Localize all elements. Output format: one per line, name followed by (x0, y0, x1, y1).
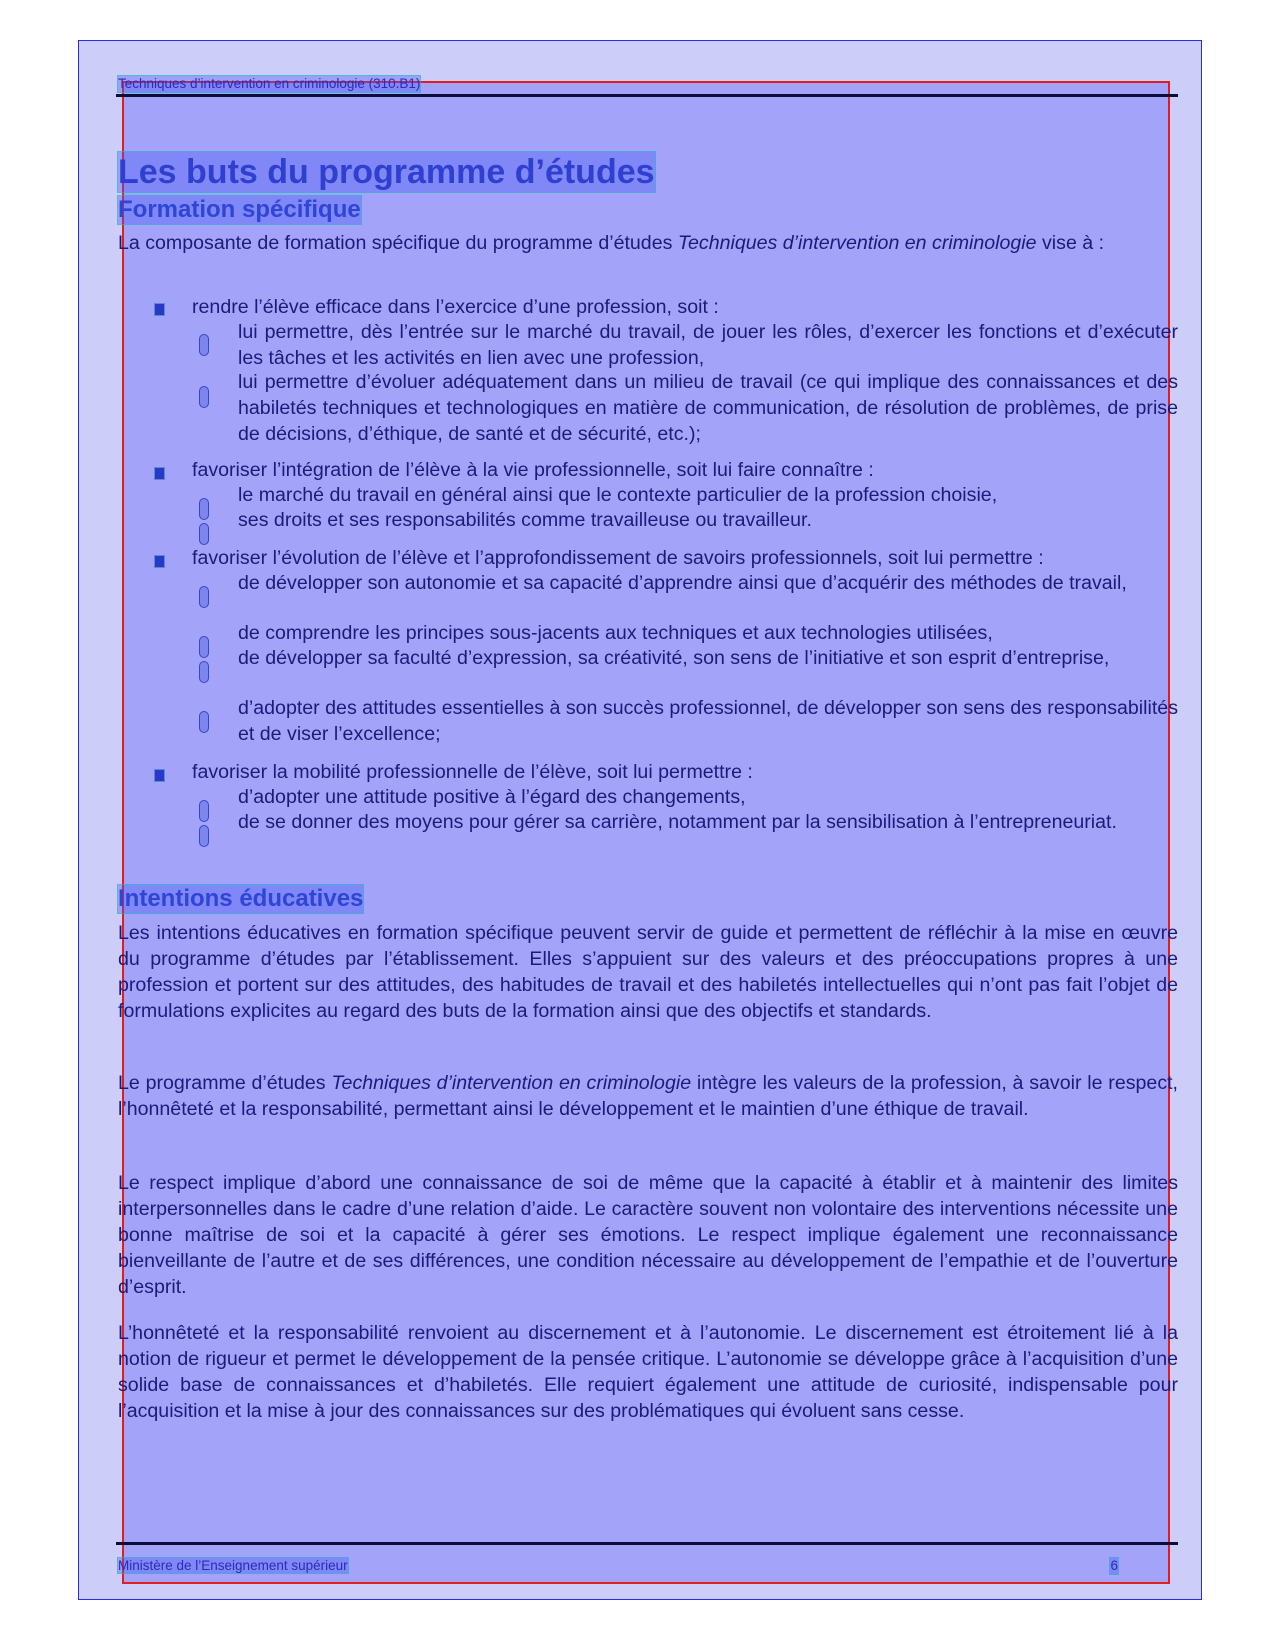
intentions-paragraph-1: Les intentions éducatives en formation spécifique peuvent servir de guide et permettent de réfléchir à la mise en œuvre du programme d’études par l’établissement. Elles s’appuient sur des valeurs et des préoccupations propres à une profession et portent sur des attitudes, des habitudes de travail et des habiletés intellectuelles qui n’ont pas fait l’objet de formulations explicites au regard des buts de la formation ainsi que des objectifs et standards. (118, 922, 1178, 1022)
subgoal-item: lui permettre, dès l’entrée sur le marché du travail, de jouer les rôles, d’exercer les fonctions et d’exécuter les tâches et les activités en lien avec une profession, (238, 321, 1178, 369)
subgoal-item: de comprendre les principes sous-jacents aux techniques et aux technologies utilisées, (238, 622, 993, 644)
circle-bullet-icon (199, 825, 209, 847)
page-number: 6 (1110, 1558, 1118, 1573)
footer-rule (116, 1542, 1178, 1545)
bullet-icon (155, 556, 164, 567)
goal-item: favoriser la mobilité professionnelle de l’élève, soit lui permettre : (192, 761, 753, 783)
formation-intro: La composante de formation spécifique du programme d’études Techniques d’intervention en criminologie vise à : (118, 232, 1105, 254)
circle-bullet-icon (199, 523, 209, 545)
subgoal-item: lui permettre d’évoluer adéquatement dans un milieu de travail (ce qui implique des connaissances et des habiletés techniques et technologiques en matière de communication, de résolution de problèmes, de prise de décisions, d’éthique, de santé et de sécurité, etc.); (238, 371, 1178, 445)
subgoal-item: d’adopter des attitudes essentielles à son succès professionnel, de développer son sens des responsabilités et de viser l’excellence; (238, 697, 1178, 745)
circle-bullet-icon (199, 636, 209, 658)
bullet-icon (155, 304, 164, 315)
circle-bullet-icon (199, 334, 209, 356)
subgoal-item: de développer sa faculté d’expression, sa créativité, son sens de l’initiative et son esprit d’entreprise, (238, 647, 1110, 669)
intentions-paragraph-3: Le respect implique d’abord une connaissance de soi de même que la capacité à établir et à maintenir des limites interpersonnelles dans le cadre d’une relation d’aide. Le caractère souvent non volontaire des interventions nécessite une bonne maîtrise de soi et la capacité à gérer ses émotions. Le respect implique également une reconnaissance bienveillante de l’autre et de ses différences, une condition nécessaire au développement de l’empathie et de l’ouverture d’esprit. (118, 1172, 1178, 1298)
bullet-icon (155, 468, 164, 479)
running-header: Techniques d’intervention en criminologie (310.B1) (118, 76, 421, 91)
circle-bullet-icon (199, 386, 209, 408)
circle-bullet-icon (199, 498, 209, 520)
subgoal-item: d’adopter une attitude positive à l’égard des changements, (238, 786, 746, 808)
circle-bullet-icon (199, 800, 209, 822)
subgoal-item: le marché du travail en général ainsi que le contexte particulier de la profession choisie, (238, 484, 998, 506)
intentions-paragraph-2: Le programme d’études Techniques d’intervention en criminologie intègre les valeurs de la profession, à savoir le respect, l’honnêteté et la responsabilité, permettant ainsi le développement et le maintien d’une éthique de travail. (118, 1072, 1178, 1120)
goal-item: favoriser l’intégration de l’élève à la vie professionnelle, soit lui faire connaître : (192, 459, 874, 481)
subgoal-item: ses droits et ses responsabilités comme travailleuse ou travailleur. (238, 509, 812, 531)
section-heading-formation: Formation spécifique (118, 196, 361, 223)
subgoal-item: de développer son autonomie et sa capacité d’apprendre ainsi que d’acquérir des méthodes de travail, (238, 572, 1127, 594)
circle-bullet-icon (199, 661, 209, 683)
page-title: Les buts du programme d’études (118, 153, 655, 191)
goal-item: rendre l’élève efficace dans l’exercice d’une profession, soit : (192, 296, 719, 318)
section-heading-intentions: Intentions éducatives (118, 885, 364, 912)
header-rule (116, 94, 1178, 97)
subgoal-item: de se donner des moyens pour gérer sa carrière, notamment par la sensibilisation à l’entrepreneuriat. (238, 811, 1117, 833)
goal-item: favoriser l’évolution de l’élève et l’approfondissement de savoirs professionnels, soit lui permettre : (192, 547, 1044, 569)
bullet-icon (155, 770, 164, 781)
footer-publisher: Ministère de l’Enseignement supérieur (118, 1558, 348, 1573)
intentions-paragraph-4: L’honnêteté et la responsabilité renvoient au discernement et à l’autonomie. Le discernement est étroitement lié à la notion de rigueur et permet le développement de la pensée critique. L’autonomie se développe grâce à l’acquisition d’une solide base de connaissances et d’habiletés. Elle requiert également une attitude de curiosité, indispensable pour l’acquisition et la mise à jour des connaissances sur des problématiques qui évoluent sans cesse. (118, 1322, 1178, 1422)
running-footer (118, 1558, 1118, 1574)
circle-bullet-icon (199, 711, 209, 733)
circle-bullet-icon (199, 586, 209, 608)
